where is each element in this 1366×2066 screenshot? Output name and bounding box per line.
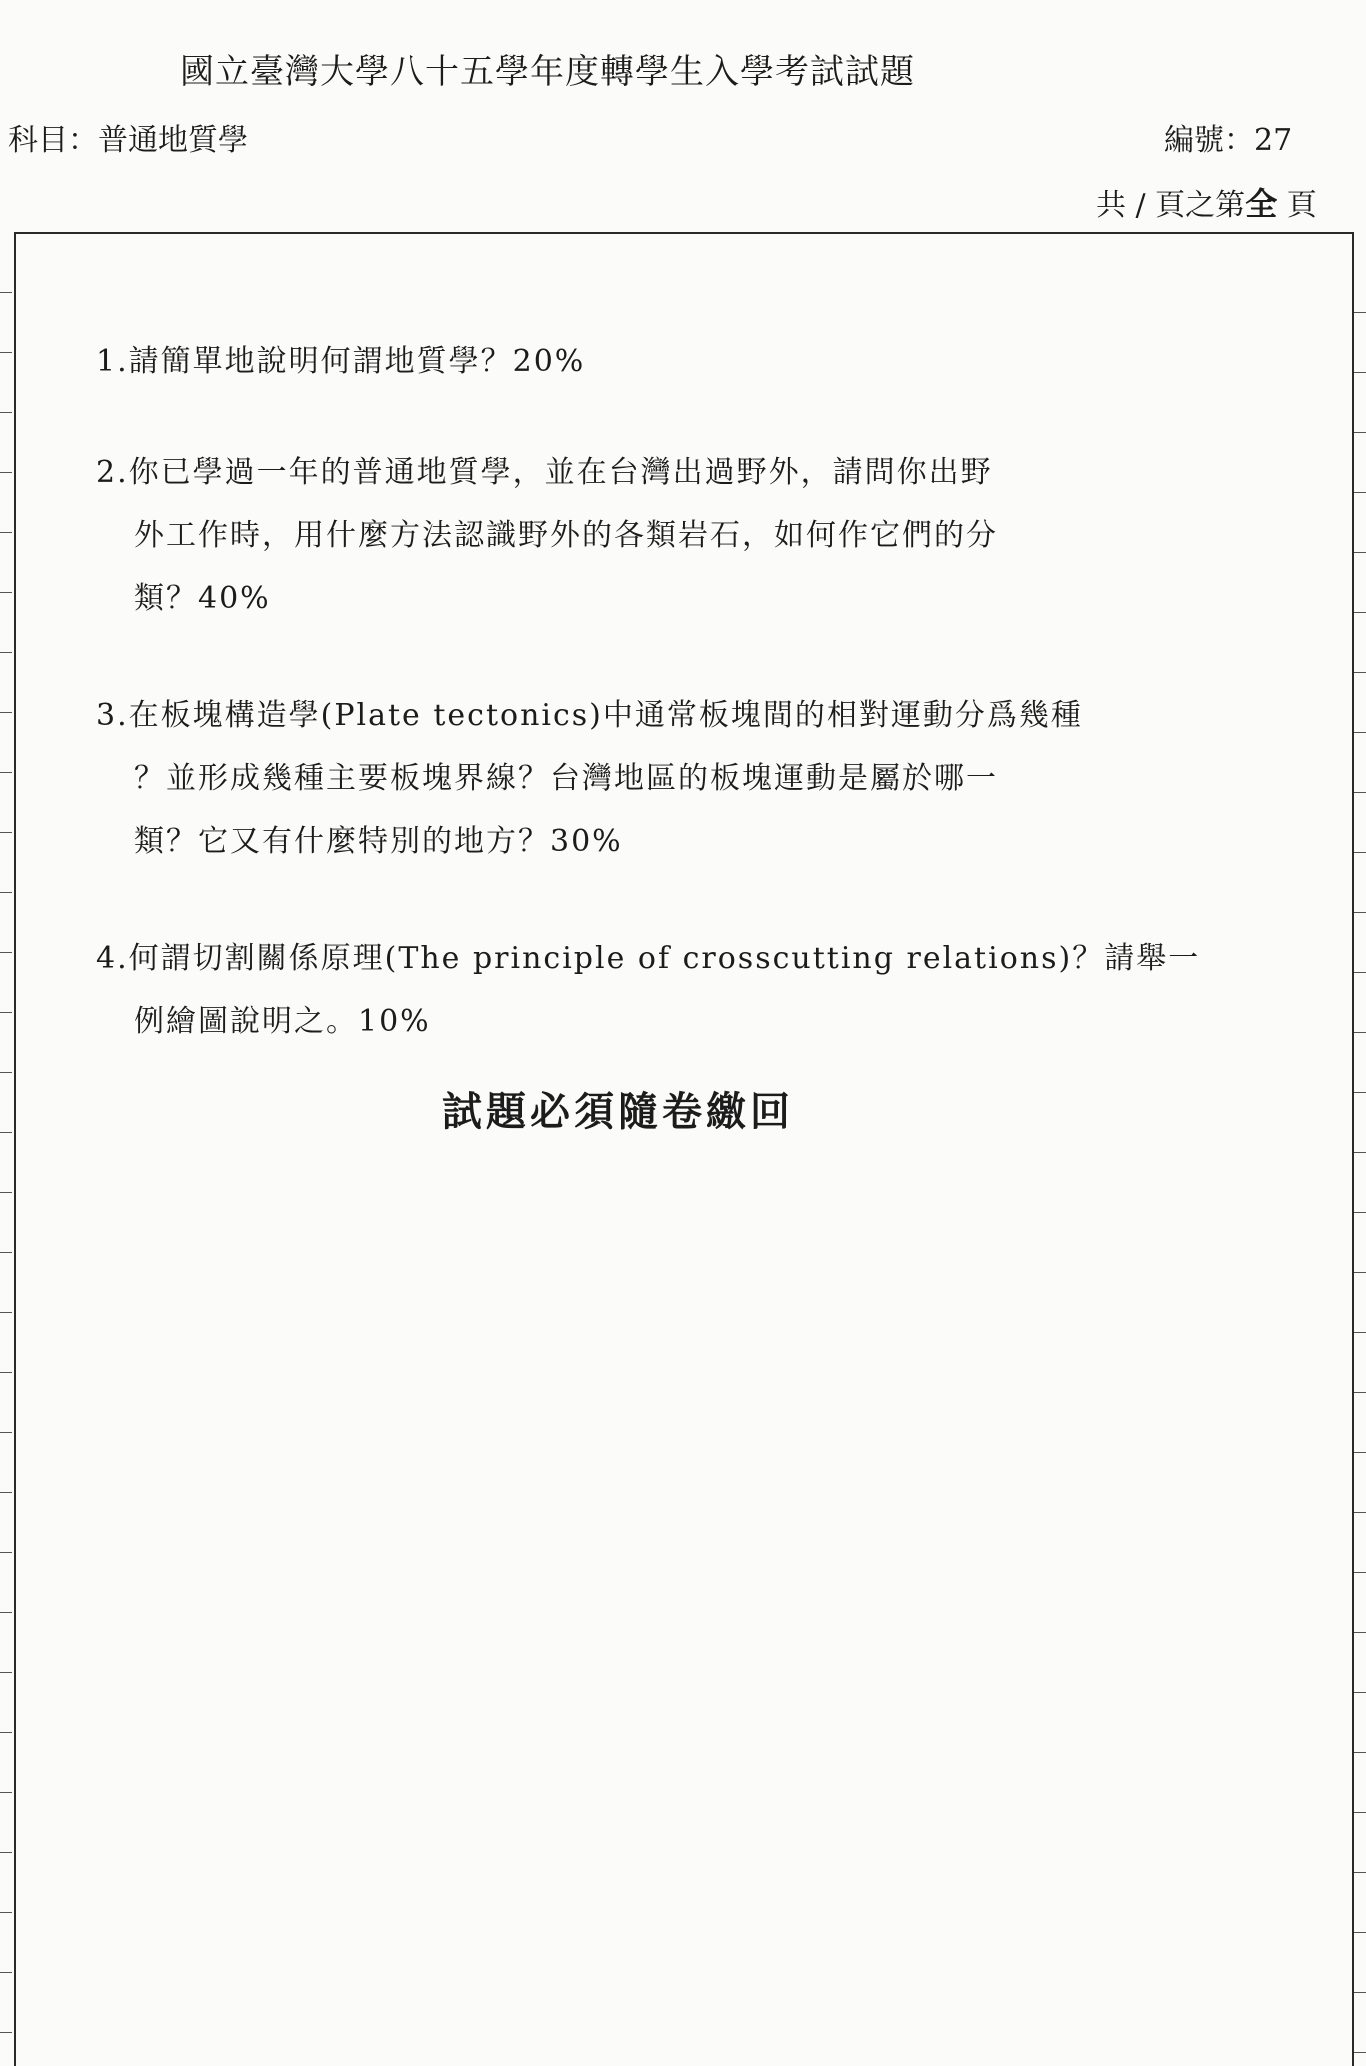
margin-tick: [0, 772, 12, 773]
page-count-mark: 全: [1245, 185, 1278, 223]
margin-tick: [1354, 1812, 1366, 1813]
margin-tick: [1354, 372, 1366, 373]
question-line: 類？40%: [134, 581, 271, 616]
margin-tick: [0, 1252, 12, 1253]
margin-tick: [1354, 792, 1366, 793]
margin-tick: [0, 412, 12, 413]
page-count-suffix: 頁: [1277, 188, 1317, 223]
left-margin-ticks: [0, 232, 14, 2066]
margin-tick: [1354, 1692, 1366, 1693]
margin-tick: [0, 592, 12, 593]
margin-tick: [1354, 672, 1366, 673]
margin-tick: [0, 1072, 12, 1073]
question-line: 3.在板塊構造學(Plate tectonics)中通常板塊間的相對運動分爲幾種: [96, 698, 1083, 733]
margin-tick: [0, 292, 12, 293]
margin-tick: [0, 1852, 12, 1853]
margin-tick: [1354, 852, 1366, 853]
question-line: 2.你已學過一年的普通地質學，並在台灣出過野外，請問你出野: [96, 455, 993, 490]
margin-tick: [0, 472, 12, 473]
margin-tick: [0, 1612, 12, 1613]
question-3: [96, 684, 1126, 873]
margin-tick: [0, 2032, 12, 2033]
margin-tick: [1354, 972, 1366, 973]
right-margin-ticks: [1352, 232, 1366, 2066]
margin-tick: [1354, 1032, 1366, 1033]
question-1: [96, 330, 1126, 393]
margin-tick: [1354, 1332, 1366, 1333]
question-line: 例繪圖說明之。10%: [134, 1004, 431, 1039]
margin-tick: [0, 712, 12, 713]
margin-tick: [1354, 1152, 1366, 1153]
serial-number: 編號：27: [1164, 123, 1293, 158]
margin-tick: [0, 1672, 12, 1673]
margin-tick: [0, 352, 12, 353]
margin-tick: [0, 832, 12, 833]
subject-label: 科目：普通地質學: [8, 123, 248, 158]
question-line: 1.請簡單地說明何謂地質學？20%: [96, 344, 586, 379]
margin-tick: [1354, 1572, 1366, 1573]
margin-tick: [1354, 492, 1366, 493]
exam-title: 國立臺灣大學八十五學年度轉學生入學考試試題: [180, 52, 915, 92]
margin-tick: [1354, 552, 1366, 553]
margin-tick: [1354, 432, 1366, 433]
margin-tick: [1354, 912, 1366, 913]
margin-tick: [1354, 1452, 1366, 1453]
question-line: ？並形成幾種主要板塊界線？台灣地區的板塊運動是屬於哪一: [134, 761, 998, 796]
margin-tick: [1354, 1512, 1366, 1513]
margin-tick: [1354, 1272, 1366, 1273]
margin-tick: [0, 1012, 12, 1013]
question-list: [96, 330, 1201, 1053]
margin-tick: [1354, 732, 1366, 733]
page-count-prefix: 共 / 頁之第: [1096, 188, 1246, 223]
margin-tick: [0, 1732, 12, 1733]
margin-tick: [0, 892, 12, 893]
margin-tick: [0, 1972, 12, 1973]
margin-tick: [1354, 1392, 1366, 1393]
question-line: 4.何謂切割關係原理(The principle of crosscutting relations)？請舉一: [96, 941, 1201, 976]
question-2: [96, 441, 1126, 630]
margin-tick: [1354, 1932, 1366, 1933]
margin-tick: [1354, 2052, 1366, 2053]
question-4: [96, 927, 1201, 1053]
margin-tick: [0, 1492, 12, 1493]
question-line: 外工作時，用什麼方法認識野外的各類岩石，如何作它們的分: [134, 518, 998, 553]
margin-tick: [0, 1312, 12, 1313]
margin-tick: [1354, 612, 1366, 613]
margin-tick: [0, 952, 12, 953]
margin-tick: [1354, 312, 1366, 313]
margin-tick: [0, 1132, 12, 1133]
margin-tick: [1354, 1092, 1366, 1093]
margin-tick: [0, 1552, 12, 1553]
margin-tick: [0, 1432, 12, 1433]
question-line: 類？它又有什麼特別的地方？30%: [134, 824, 623, 859]
margin-tick: [0, 652, 12, 653]
margin-tick: [0, 1912, 12, 1913]
margin-tick: [0, 1372, 12, 1373]
margin-tick: [1354, 1872, 1366, 1873]
margin-tick: [1354, 1632, 1366, 1633]
margin-tick: [1354, 1992, 1366, 1993]
return-notice: 試題必須隨卷繳回: [442, 1089, 794, 1135]
margin-tick: [1354, 1752, 1366, 1753]
margin-tick: [0, 532, 12, 533]
margin-tick: [0, 1792, 12, 1793]
margin-tick: [1354, 1212, 1366, 1213]
page-count: [1096, 179, 1317, 225]
margin-tick: [0, 1192, 12, 1193]
